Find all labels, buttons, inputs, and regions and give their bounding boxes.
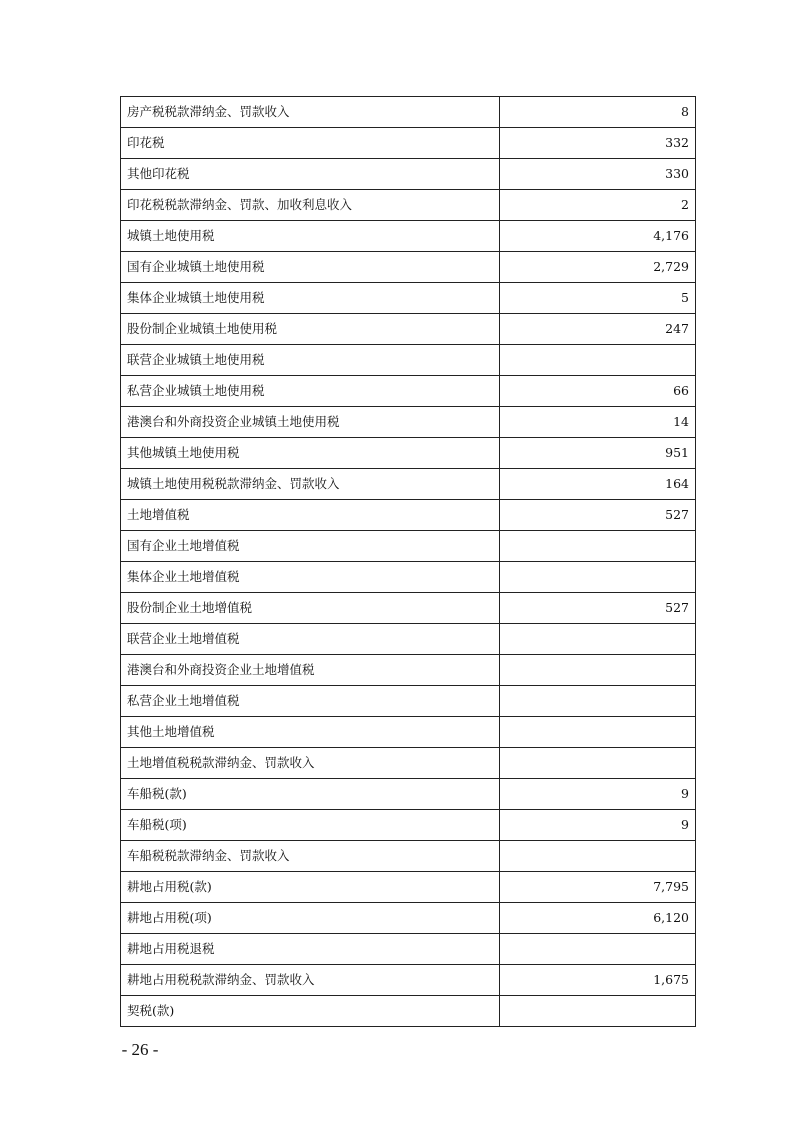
item-name-cell: 城镇土地使用税 bbox=[121, 221, 500, 252]
item-value-cell bbox=[500, 996, 696, 1027]
item-value-cell: 66 bbox=[500, 376, 696, 407]
item-name-cell: 其他城镇土地使用税 bbox=[121, 438, 500, 469]
item-name-cell: 集体企业城镇土地使用税 bbox=[121, 283, 500, 314]
item-value-cell bbox=[500, 934, 696, 965]
item-name-cell: 国有企业城镇土地使用税 bbox=[121, 252, 500, 283]
item-name-cell: 耕地占用税(款) bbox=[121, 872, 500, 903]
item-name-cell: 耕地占用税退税 bbox=[121, 934, 500, 965]
page-number: - 26 - bbox=[121, 1040, 159, 1059]
item-name-cell: 土地增值税税款滞纳金、罚款收入 bbox=[121, 748, 500, 779]
item-value-cell bbox=[500, 841, 696, 872]
table-row bbox=[121, 779, 696, 810]
item-value-cell bbox=[500, 531, 696, 562]
table-row bbox=[121, 190, 696, 221]
table-row bbox=[121, 376, 696, 407]
item-name-cell: 港澳台和外商投资企业城镇土地使用税 bbox=[121, 407, 500, 438]
item-name-cell: 股份制企业土地增值税 bbox=[121, 593, 500, 624]
table-row bbox=[121, 469, 696, 500]
table-body bbox=[121, 97, 696, 1027]
item-name-cell: 私营企业土地增值税 bbox=[121, 686, 500, 717]
item-value-cell: 8 bbox=[500, 97, 696, 128]
item-name-cell: 土地增值税 bbox=[121, 500, 500, 531]
item-value-cell: 527 bbox=[500, 593, 696, 624]
item-value-cell bbox=[500, 748, 696, 779]
table-row bbox=[121, 345, 696, 376]
item-value-cell bbox=[500, 345, 696, 376]
item-name-cell: 港澳台和外商投资企业土地增值税 bbox=[121, 655, 500, 686]
table-row bbox=[121, 407, 696, 438]
table-row bbox=[121, 934, 696, 965]
table-row bbox=[121, 221, 696, 252]
item-value-cell: 330 bbox=[500, 159, 696, 190]
table-row bbox=[121, 841, 696, 872]
item-value-cell: 4,176 bbox=[500, 221, 696, 252]
item-value-cell bbox=[500, 562, 696, 593]
item-name-cell: 耕地占用税(项) bbox=[121, 903, 500, 934]
item-name-cell: 印花税税款滞纳金、罚款、加收利息收入 bbox=[121, 190, 500, 221]
item-value-cell: 9 bbox=[500, 779, 696, 810]
item-value-cell: 2 bbox=[500, 190, 696, 221]
item-value-cell: 164 bbox=[500, 469, 696, 500]
table-row bbox=[121, 97, 696, 128]
item-name-cell: 股份制企业城镇土地使用税 bbox=[121, 314, 500, 345]
item-value-cell: 5 bbox=[500, 283, 696, 314]
item-value-cell bbox=[500, 686, 696, 717]
table-row bbox=[121, 314, 696, 345]
item-value-cell bbox=[500, 624, 696, 655]
item-name-cell: 城镇土地使用税税款滞纳金、罚款收入 bbox=[121, 469, 500, 500]
item-value-cell: 6,120 bbox=[500, 903, 696, 934]
tax-revenue-table bbox=[120, 96, 696, 1027]
table-row bbox=[121, 593, 696, 624]
item-value-cell: 951 bbox=[500, 438, 696, 469]
item-name-cell: 契税(款) bbox=[121, 996, 500, 1027]
item-name-cell: 国有企业土地增值税 bbox=[121, 531, 500, 562]
table-row bbox=[121, 128, 696, 159]
table-row bbox=[121, 686, 696, 717]
item-name-cell: 其他印花税 bbox=[121, 159, 500, 190]
table-row bbox=[121, 531, 696, 562]
table-row bbox=[121, 159, 696, 190]
item-name-cell: 耕地占用税税款滞纳金、罚款收入 bbox=[121, 965, 500, 996]
table-row bbox=[121, 810, 696, 841]
item-value-cell bbox=[500, 717, 696, 748]
item-name-cell: 车船税(项) bbox=[121, 810, 500, 841]
table-row bbox=[121, 624, 696, 655]
item-value-cell: 14 bbox=[500, 407, 696, 438]
item-value-cell bbox=[500, 655, 696, 686]
table-row bbox=[121, 562, 696, 593]
table-row bbox=[121, 252, 696, 283]
item-name-cell: 印花税 bbox=[121, 128, 500, 159]
table-row bbox=[121, 283, 696, 314]
table-row bbox=[121, 748, 696, 779]
item-value-cell: 1,675 bbox=[500, 965, 696, 996]
item-name-cell: 其他土地增值税 bbox=[121, 717, 500, 748]
table-row bbox=[121, 438, 696, 469]
item-name-cell: 集体企业土地增值税 bbox=[121, 562, 500, 593]
item-value-cell: 7,795 bbox=[500, 872, 696, 903]
table-row bbox=[121, 996, 696, 1027]
item-name-cell: 车船税税款滞纳金、罚款收入 bbox=[121, 841, 500, 872]
table-row bbox=[121, 872, 696, 903]
item-value-cell: 2,729 bbox=[500, 252, 696, 283]
item-name-cell: 联营企业土地增值税 bbox=[121, 624, 500, 655]
item-name-cell: 私营企业城镇土地使用税 bbox=[121, 376, 500, 407]
item-name-cell: 房产税税款滞纳金、罚款收入 bbox=[121, 97, 500, 128]
item-name-cell: 车船税(款) bbox=[121, 779, 500, 810]
table-row bbox=[121, 903, 696, 934]
table-row bbox=[121, 500, 696, 531]
item-value-cell: 247 bbox=[500, 314, 696, 345]
item-value-cell: 9 bbox=[500, 810, 696, 841]
item-value-cell: 332 bbox=[500, 128, 696, 159]
item-value-cell: 527 bbox=[500, 500, 696, 531]
table-row bbox=[121, 717, 696, 748]
item-name-cell: 联营企业城镇土地使用税 bbox=[121, 345, 500, 376]
table-row bbox=[121, 965, 696, 996]
table-row bbox=[121, 655, 696, 686]
